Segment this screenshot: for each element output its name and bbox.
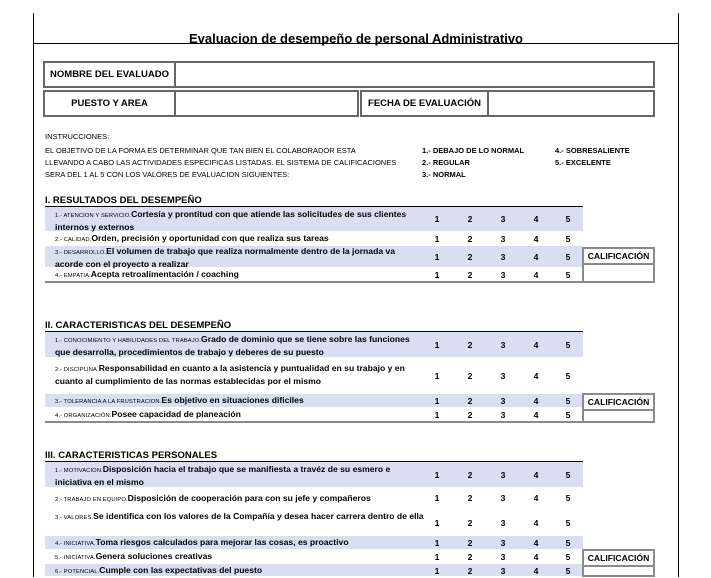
evaluation-row	[45, 536, 583, 550]
evaluation-row	[45, 246, 583, 268]
rating-1[interactable]: 1	[434, 270, 440, 280]
fecha-label: FECHA DE EVALUACIÓN	[360, 90, 489, 117]
evaluation-row	[45, 332, 583, 358]
calificacion-field[interactable]	[582, 265, 655, 283]
scale-item: 3.- NORMAL	[422, 170, 466, 179]
rating-3[interactable]: 3	[500, 371, 506, 381]
rating-2[interactable]: 2	[467, 340, 473, 350]
evaluado-label: NOMBRE DEL EVALUADO	[43, 61, 176, 88]
rating-4[interactable]: 4	[533, 518, 539, 528]
instructions-heading: INSTRUCCIONES:	[45, 132, 110, 141]
scale-item: 5.- EXCELENTE	[555, 158, 611, 167]
rating-4[interactable]: 4	[533, 470, 539, 480]
rating-2[interactable]: 2	[467, 371, 473, 381]
evaluation-row	[45, 488, 583, 508]
row-text: 1.- ATENCION Y SERVICIO.Cortesía y prontitud con que atiende las solicitudes de sus clientes internos y externos	[55, 209, 407, 232]
section-title: III. CARACTERISTICAS PERSONALES	[45, 450, 218, 461]
scale-item: 4.- SOBRESALIENTE	[555, 146, 630, 155]
rating-1[interactable]: 1	[434, 234, 440, 244]
rating-3[interactable]: 3	[500, 214, 506, 224]
row-text: 3.- VALORES.Se identifica con los valores de la Compañía y desea hacer carrera dentro de ella	[55, 511, 424, 521]
evaluation-row	[45, 207, 583, 232]
rating-3[interactable]: 3	[500, 340, 506, 350]
row-text: 2.- TRABAJO EN EQUIPO.Disposición de cooperación para con su jefe y compañeros	[55, 493, 371, 503]
rating-4[interactable]: 4	[533, 371, 539, 381]
rating-1[interactable]: 1	[434, 566, 440, 576]
rating-4[interactable]: 4	[533, 396, 539, 406]
section-bottom-rule	[45, 421, 583, 423]
rating-1[interactable]: 1	[434, 371, 440, 381]
rating-2[interactable]: 2	[467, 214, 473, 224]
rating-1[interactable]: 1	[434, 538, 440, 548]
calificacion-label: CALIFICACIÓN	[582, 549, 655, 567]
rating-5[interactable]: 5	[565, 270, 571, 280]
rating-2[interactable]: 2	[467, 518, 473, 528]
section-bottom-rule	[45, 281, 583, 283]
rating-1[interactable]: 1	[434, 396, 440, 406]
rating-1[interactable]: 1	[434, 493, 440, 503]
rating-5[interactable]: 5	[565, 234, 571, 244]
rating-4[interactable]: 4	[533, 552, 539, 562]
rating-4[interactable]: 4	[533, 340, 539, 350]
rating-4[interactable]: 4	[533, 493, 539, 503]
page-title: Evaluacion de desempeño de personal Administrativo	[189, 31, 523, 46]
rating-2[interactable]: 2	[467, 538, 473, 548]
rating-5[interactable]: 5	[565, 566, 571, 576]
row-text: 5.- INICIATIVA.Genera soluciones creativas	[55, 551, 213, 561]
rating-2[interactable]: 2	[467, 270, 473, 280]
evaluation-row	[45, 508, 583, 536]
rating-1[interactable]: 1	[434, 552, 440, 562]
row-text: 4.- INICIATIVA.Toma riesgos calculados para mejorar las cosas, es proactivo	[55, 537, 349, 547]
row-text: 3.- TOLERANCIA A LA FRUSTRACION.Es objetivo en situaciones dificiles	[55, 395, 304, 405]
row-text: 2.- CALIDAD.Orden, precisión y oportunidad con que realiza sus tareas	[55, 233, 329, 243]
rating-2[interactable]: 2	[467, 396, 473, 406]
rating-2[interactable]: 2	[467, 493, 473, 503]
rating-3[interactable]: 3	[500, 518, 506, 528]
evaluation-row	[45, 408, 583, 422]
rating-3[interactable]: 3	[500, 270, 506, 280]
evaluation-row	[45, 394, 583, 408]
scale-item: 1.- DEBAJO DE LO NORMAL	[422, 146, 525, 155]
rating-1[interactable]: 1	[434, 214, 440, 224]
evaluation-row	[45, 358, 583, 394]
row-text: 3.- DESARROLLO.El volumen de trabajo que realiza normalmente dentro de la jornada va acorde con el proyecto a realizar	[55, 246, 396, 269]
instructions-line: LLEVANDO A CABO LAS ACTIVIDADES ESPECIFICAS LISTADAS. EL SISTEMA DE CALIFICACIONES	[45, 158, 397, 167]
evaluation-row	[45, 462, 583, 488]
rating-5[interactable]: 5	[565, 493, 571, 503]
evaluation-row	[45, 232, 583, 246]
rating-2[interactable]: 2	[467, 470, 473, 480]
calificacion-label: CALIFICACIÓN	[582, 393, 655, 411]
calificacion-field[interactable]	[582, 567, 655, 577]
rating-3[interactable]: 3	[500, 493, 506, 503]
rating-3[interactable]: 3	[500, 396, 506, 406]
evaluation-row	[45, 550, 583, 564]
instructions-line: SERA DEL 1 AL 5 CON LOS VALORES DE EVALUACION SIGUIENTES:	[45, 170, 290, 179]
evaluado-field[interactable]	[174, 61, 655, 88]
evaluation-row	[45, 268, 583, 282]
rating-4[interactable]: 4	[533, 410, 539, 420]
rating-5[interactable]: 5	[565, 252, 571, 262]
rating-4[interactable]: 4	[533, 214, 539, 224]
rating-5[interactable]: 5	[565, 470, 571, 480]
rating-2[interactable]: 2	[467, 234, 473, 244]
rating-2[interactable]: 2	[467, 410, 473, 420]
rating-2[interactable]: 2	[467, 252, 473, 262]
section-title: II. CARACTERISTICAS DEL DESEMPEÑO	[45, 320, 232, 331]
puesto-label: PUESTO Y AREA	[43, 90, 176, 117]
fecha-field[interactable]	[487, 90, 655, 117]
rating-4[interactable]: 4	[533, 234, 539, 244]
rating-5[interactable]: 5	[565, 518, 571, 528]
rating-1[interactable]: 1	[434, 252, 440, 262]
rating-4[interactable]: 4	[533, 270, 539, 280]
rating-3[interactable]: 3	[500, 566, 506, 576]
rating-1[interactable]: 1	[434, 340, 440, 350]
calificacion-label: CALIFICACIÓN	[582, 247, 655, 265]
rating-4[interactable]: 4	[533, 566, 539, 576]
rating-5[interactable]: 5	[565, 214, 571, 224]
row-text: 6.- POTENCIAL.Cumple con las expectativas del puesto	[55, 565, 263, 575]
rating-5[interactable]: 5	[565, 410, 571, 420]
rating-1[interactable]: 1	[434, 518, 440, 528]
row-text: 2.- DISCIPLINA.Responsabilidad en cuanto a la asistencia y puntualidad en su trabajo y en cuanto al cumplimiento de las normas establecidas por el mismo	[55, 363, 405, 386]
rating-4[interactable]: 4	[533, 252, 539, 262]
row-text: 4.- EMPATIA.Acepta retroalimentación / coaching	[55, 269, 239, 279]
row-text: 4.- ORGANIZACIÓN.Posee capacidad de planeación	[55, 409, 241, 419]
section-title: I. RESULTADOS DEL DESEMPEÑO	[45, 195, 202, 206]
evaluation-row	[45, 564, 583, 577]
rating-5[interactable]: 5	[565, 371, 571, 381]
rating-3[interactable]: 3	[500, 538, 506, 548]
rating-3[interactable]: 3	[500, 410, 506, 420]
calificacion-field[interactable]	[582, 411, 655, 423]
rating-2[interactable]: 2	[467, 566, 473, 576]
rating-1[interactable]: 1	[434, 410, 440, 420]
rating-4[interactable]: 4	[533, 538, 539, 548]
rating-5[interactable]: 5	[565, 538, 571, 548]
rating-5[interactable]: 5	[565, 552, 571, 562]
rating-3[interactable]: 3	[500, 252, 506, 262]
rating-3[interactable]: 3	[500, 470, 506, 480]
rating-3[interactable]: 3	[500, 552, 506, 562]
rating-1[interactable]: 1	[434, 470, 440, 480]
instructions-line: EL OBJETIVO DE LA FORMA ES DETERMINAR QUE TAN BIEN EL COLABORADOR ESTA	[45, 146, 356, 155]
rating-3[interactable]: 3	[500, 234, 506, 244]
row-text: 1.- MOTIVACION.Disposición hacia el trabajo que se manifiesta a travéz de su esmero e iniciativa en el mismo	[55, 464, 391, 487]
puesto-field[interactable]	[174, 90, 359, 117]
row-text: 1.- CONOCIMIENTO Y HABILIDADES DEL TRABAJO.Grado de dominio que se tiene sobre las funciones que desarrolla, procedimientos de trabajo y deberes de su puesto	[55, 334, 410, 357]
rating-2[interactable]: 2	[467, 552, 473, 562]
rating-5[interactable]: 5	[565, 340, 571, 350]
rating-5[interactable]: 5	[565, 396, 571, 406]
scale-item: 2.- REGULAR	[422, 158, 470, 167]
